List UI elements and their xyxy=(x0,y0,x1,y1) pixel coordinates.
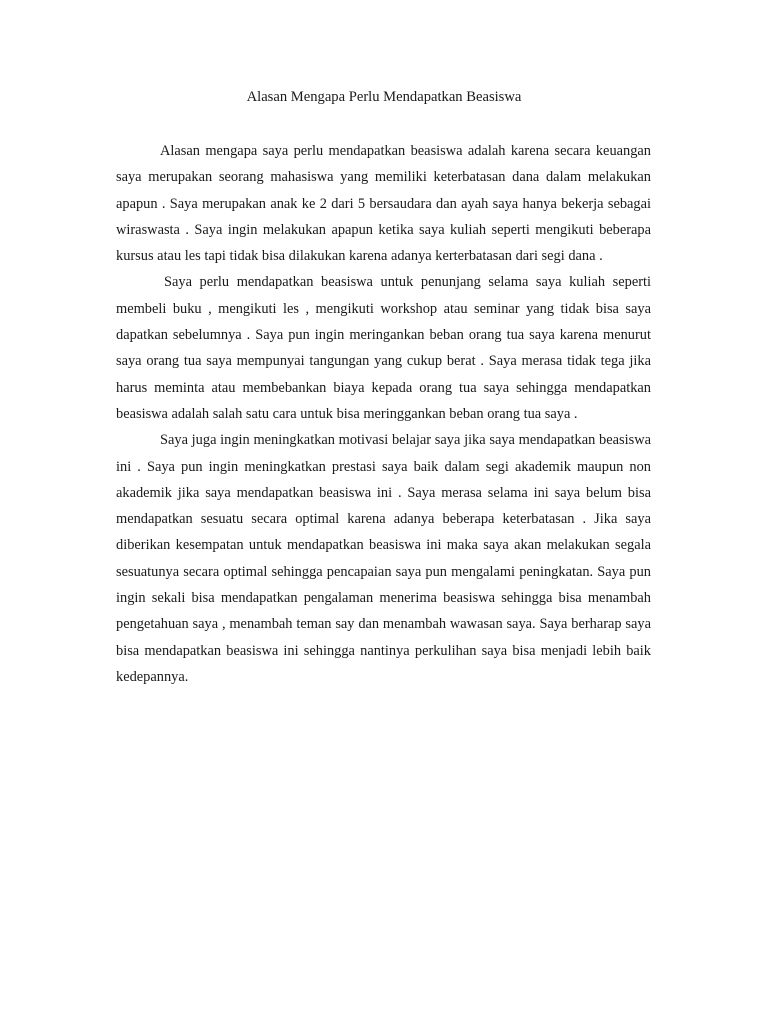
document-body xyxy=(116,138,651,690)
document-title: Alasan Mengapa Perlu Mendapatkan Beasiswa xyxy=(246,89,522,105)
paragraph-3: Saya juga ingin meningkatkan motivasi belajar saya jika saya mendapatkan beasiswa ini . Saya pun ingin meningkatkan prestasi saya baik dalam segi akademik maupun non akademik jika saya mendapatkan beasiswa ini . Saya merasa selama ini saya belum bisa mendapatkan sesuatu secara optimal karena adanya beberapa keterbatasan . Jika saya diberikan kesempatan untuk mendapatkan beasiswa ini maka saya akan melakukan segala sesuatunya secara optimal sehingga pencapaian saya pun mengalami peningkatan. Saya pun ingin sekali bisa mendapatkan pengalaman menerima beasiswa sehingga bisa menambah pengetahuan saya , menambah teman say dan menambah wawasan saya. Saya berharap saya bisa mendapatkan beasiswa ini sehingga nantinya perkulihan saya bisa menjadi lebih baik kedepannya. xyxy=(116,432,651,685)
paragraph-1: Alasan mengapa saya perlu mendapatkan beasiswa adalah karena secara keuangan saya merupakan seorang mahasiswa yang memiliki keterbatasan dana dalam melakukan apapun . Saya merupakan anak ke 2 dari 5 bersaudara dan ayah saya hanya bekerja sebagai wiraswasta . Saya ingin melakukan apapun ketika saya kuliah seperti mengikuti beberapa kursus atau les tapi tidak bisa dilakukan karena adanya kerterbatasan dari segi dana . xyxy=(116,143,651,265)
paragraph-2: Saya perlu mendapatkan beasiswa untuk penunjang selama saya kuliah seperti membeli buku , mengikuti les , mengikuti workshop atau seminar yang tidak bisa saya dapatkan sebelumnya . Saya pun ingin meringankan beban orang tua saya karena menurut saya orang tua saya mempunyai tangungan yang cukup berat . Saya merasa tidak tega jika harus meminta atau membebankan biaya kepada orang tua saya sehingga mendapatkan beasiswa adalah salah satu cara untuk bisa meringgankan beban orang tua saya . xyxy=(116,274,651,422)
